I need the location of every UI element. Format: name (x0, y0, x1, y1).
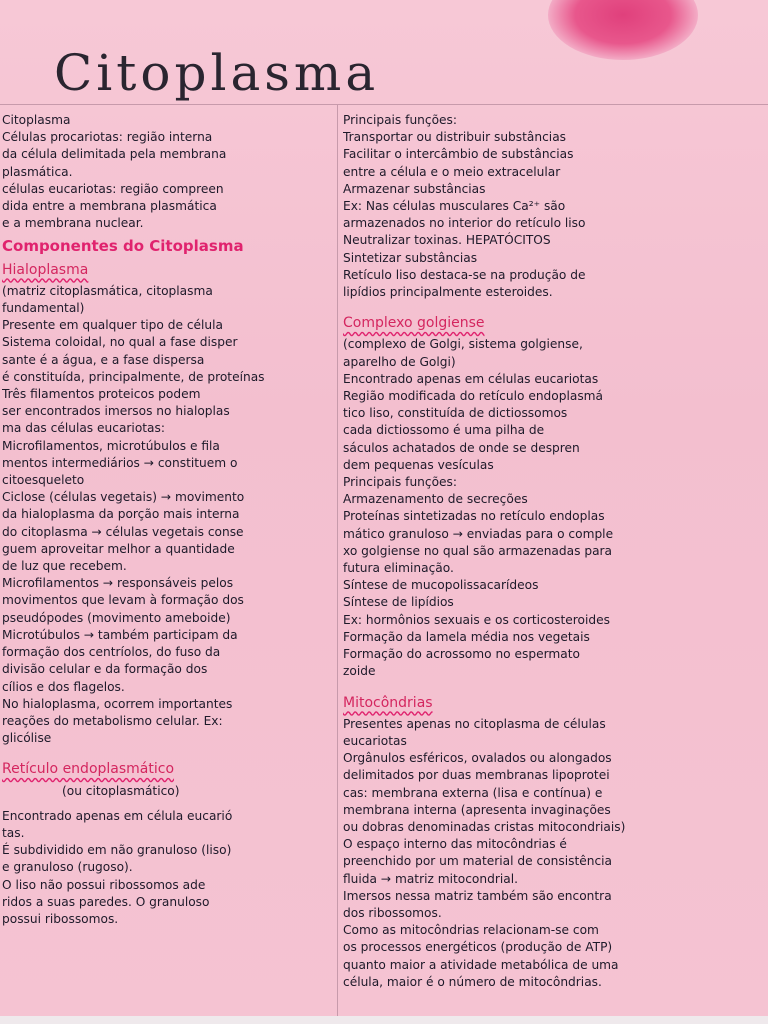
note-line: reações do metabolismo celular. Ex: (2, 713, 223, 728)
note-line: Células procariotas: região interna (2, 130, 213, 145)
note-line: formação dos centríolos, do fuso da (2, 645, 221, 660)
note-line: eucariotas (343, 733, 407, 748)
note-line: Presente em qualquer tipo de célula (2, 318, 224, 333)
note-line: Facilitar o intercâmbio de substâncias (343, 147, 574, 162)
reticulo-section (2, 808, 336, 928)
note-line: zoide (343, 664, 376, 679)
note-line: Síntese de mucopolissacarídeos (343, 578, 539, 593)
note-line: xo golgiense no qual são armazenadas para (343, 543, 613, 558)
note-line: Sintetizar substâncias (343, 250, 478, 265)
note-line: delimitados por duas membranas lipoprotei (343, 768, 610, 783)
reticulo-subtitle: (ou citoplasmático) (62, 783, 180, 798)
note-line: os processos energéticos (produção de ATP) (343, 940, 613, 955)
spacer (343, 681, 767, 689)
note-line: ma das células eucariotas: (2, 421, 165, 436)
note-line: O espaço interno das mitocôndrias é (343, 837, 567, 852)
note-line: armazenados no interior do retículo liso (343, 216, 586, 231)
note-line: cada dictiossomo é uma pilha de (343, 423, 545, 438)
note-line: Como as mitocôndrias relacionam-se com (343, 923, 599, 938)
note-line: ou dobras denominadas cristas mitocondriais) (343, 819, 626, 834)
right-column (343, 112, 767, 991)
note-line: dida entre a membrana plasmática (2, 199, 217, 214)
note-line: Ex: Nas células musculares Ca²⁺ são (343, 199, 566, 214)
note-line: dem pequenas vesículas (343, 457, 494, 472)
hialoplasma-heading: Hialoplasma (2, 261, 89, 278)
note-line: Ciclose (células vegetais) → movimento (2, 490, 245, 505)
note-line: preenchido por um material de consistência (343, 854, 612, 869)
note-line: Armazenar substâncias (343, 181, 486, 196)
spacer (2, 800, 336, 808)
ink-stain (548, 0, 698, 60)
note-line: lipídios principalmente esteroides. (343, 285, 553, 300)
note-line: ser encontrados imersos no hialoplas (2, 404, 230, 419)
note-line: Síntese de lipídios (343, 595, 454, 610)
note-line: membrana interna (apresenta invaginações (343, 802, 611, 817)
note-line: da célula delimitada pela membrana (2, 147, 227, 162)
note-line: Principais funções: (343, 113, 458, 127)
note-line: Orgânulos esféricos, ovalados ou alongados (343, 751, 612, 766)
note-line: dos ribossomos. (343, 905, 442, 920)
note-line: Ex: hormônios sexuais e os corticosteroides (343, 612, 610, 627)
note-line: Região modificada do retículo endoplasmá (343, 389, 604, 404)
note-line: É subdividido em não granuloso (liso) (2, 843, 232, 858)
note-line: célula, maior é o número de mitocôndrias. (343, 974, 602, 989)
note-line: sáculos achatados de onde se despren (343, 440, 580, 455)
note-line: e granuloso (rugoso). (2, 860, 133, 875)
hialoplasma-section (2, 283, 336, 747)
note-line: Citoplasma (2, 113, 71, 127)
note-line: de luz que recebem. (2, 559, 127, 574)
left-column (2, 112, 336, 928)
note-line: da hialoplasma da porção mais interna (2, 507, 240, 522)
note-line: movimentos que levam à formação dos (2, 593, 244, 608)
intro-section (2, 112, 336, 232)
components-heading: Componentes do Citoplasma (2, 237, 244, 256)
reticulo-heading: Retículo endoplasmático (2, 761, 175, 778)
note-line: fundamental) (2, 301, 85, 316)
column-divider (337, 104, 338, 1016)
note-line: (matriz citoplasmática, citoplasma (2, 283, 213, 298)
note-line: tico liso, constituída de dictiossomos (343, 406, 568, 421)
note-line: (complexo de Golgi, sistema golgiense, (343, 337, 583, 352)
note-line: Microfilamentos → responsáveis pelos (2, 576, 234, 591)
note-line: aparelho de Golgi) (343, 354, 456, 369)
note-line: No hialoplasma, ocorrem importantes (2, 696, 233, 711)
golgi-heading: Complexo golgiense (343, 315, 485, 332)
note-line: entre a célula e o meio extracelular (343, 164, 561, 179)
note-line: células eucariotas: região compreen (2, 181, 224, 196)
spacer (343, 301, 767, 309)
note-line: Neutralizar toxinas. HEPATÓCITOS (343, 233, 551, 248)
note-line: Retículo liso destaca-se na produção de (343, 267, 586, 282)
note-line: Formação do acrossomo no espermato (343, 647, 580, 662)
note-line: mático granuloso → enviadas para o comple (343, 526, 614, 541)
note-line: glicólise (2, 731, 52, 746)
note-line: O liso não possui ribossomos ade (2, 877, 206, 892)
note-line: Encontrado apenas em célula eucarió (2, 808, 233, 823)
note-line: Encontrado apenas em células eucariotas (343, 371, 599, 386)
note-line: Transportar ou distribuir substâncias (343, 130, 567, 145)
note-line: mentos intermediários → constituem o (2, 455, 238, 470)
spacer (2, 747, 336, 755)
note-line: e a membrana nuclear. (2, 216, 144, 231)
note-line: futura eliminação. (343, 561, 454, 576)
note-line: Formação da lamela média nos vegetais (343, 629, 590, 644)
note-line: cílios e dos flagelos. (2, 679, 125, 694)
note-line: sante é a água, e a fase dispersa (2, 352, 205, 367)
note-line: tas. (2, 825, 25, 840)
note-line: fluida → matriz mitocondrial. (343, 871, 518, 886)
note-line: plasmática. (2, 164, 73, 179)
note-line: divisão celular e da formação dos (2, 662, 208, 677)
note-line: Microfilamentos, microtúbulos e fila (2, 438, 220, 453)
funcoes-section (343, 112, 767, 301)
note-line: Principais funções: (343, 475, 458, 490)
note-line: guem aproveitar melhor a quantidade (2, 541, 235, 556)
note-line: possui ribossomos. (2, 911, 119, 926)
golgi-section (343, 336, 767, 680)
header-rule (0, 104, 768, 105)
mitocondrias-section (343, 716, 767, 991)
paper-edge (0, 1016, 768, 1024)
note-line: Imersos nessa matriz também são encontra (343, 888, 612, 903)
mitocondrias-heading: Mitocôndrias (343, 694, 433, 711)
note-line: cas: membrana externa (lisa e contínua) e (343, 785, 603, 800)
note-line: Presentes apenas no citoplasma de células (343, 716, 606, 731)
note-line: Três filamentos proteicos podem (2, 387, 201, 402)
page-title: Citoplasma (54, 44, 380, 102)
note-line: quanto maior a atividade metabólica de uma (343, 957, 619, 972)
note-line: Microtúbulos → também participam da (2, 627, 238, 642)
note-line: citoesqueleto (2, 473, 85, 488)
note-line: ridos a suas paredes. O granuloso (2, 894, 210, 909)
note-line: pseudópodes (movimento ameboide) (2, 610, 231, 625)
note-line: é constituída, principalmente, de proteínas (2, 369, 265, 384)
note-line: Armazenamento de secreções (343, 492, 528, 507)
note-line: Sistema coloidal, no qual a fase disper (2, 335, 238, 350)
note-line: do citoplasma → células vegetais conse (2, 524, 244, 539)
note-line: Proteínas sintetizadas no retículo endoplas (343, 509, 605, 524)
